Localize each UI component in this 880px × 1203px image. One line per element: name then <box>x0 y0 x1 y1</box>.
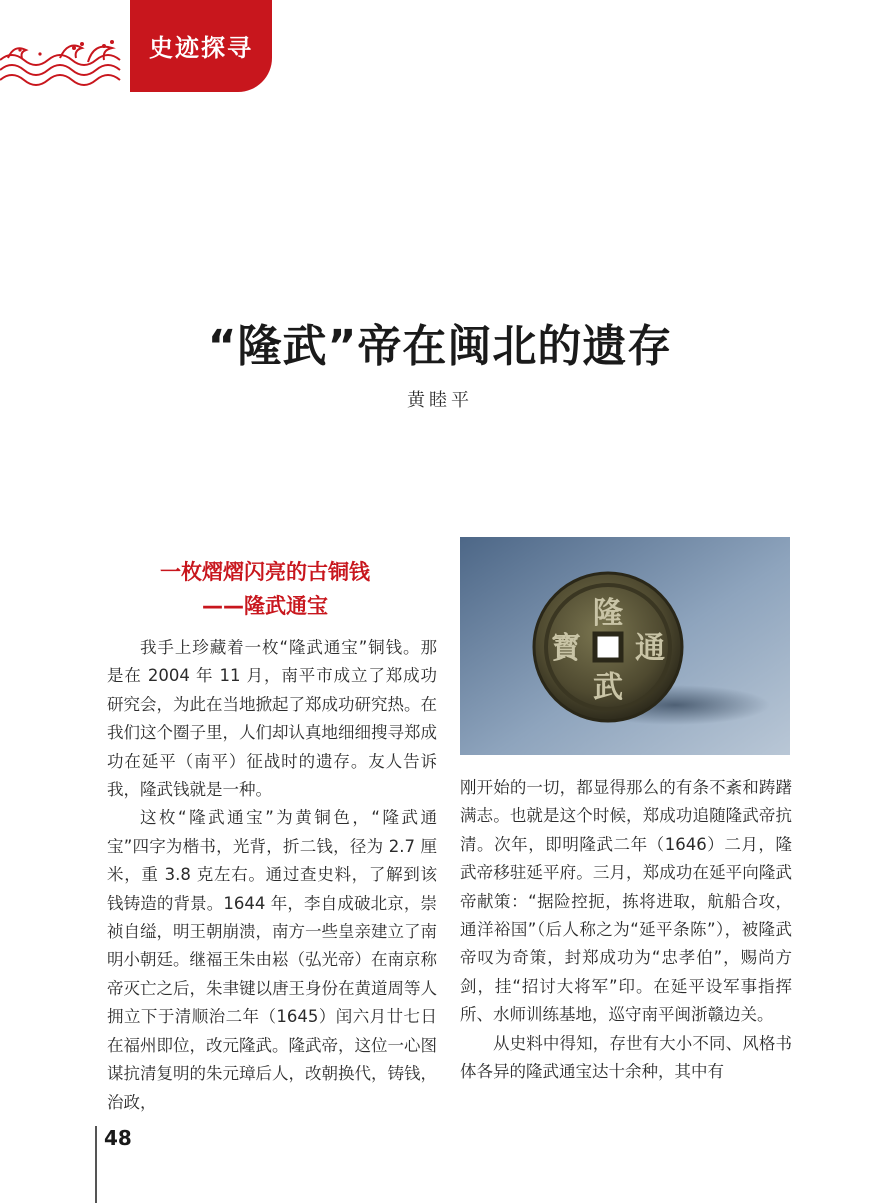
article-title: “隆武”帝在闽北的遗存 <box>207 321 673 372</box>
section-tag: 史迹探寻 <box>130 0 272 92</box>
coin-char-top: 隆 <box>593 596 623 631</box>
section-header <box>0 0 272 92</box>
body-paragraph-continued: 刚开始的一切，都显得那么的有条不紊和踌躇满志。也就是这个时候，郑成功追随隆武帝抗清。次年，即明隆武二年（1646）二月，隆武帝移驻延平府。三月，郑成功在延平向隆武帝献策：“据险控扼，拣将进取，航船合攻，通洋裕国”（后人称之为“延平条陈”），被隆武帝叹为奇策，封郑成功为“忠孝伯”，赐尚方剑，挂“招讨大将军”印。在延平设军事指挥所、水师训练基地，巡守南平闽浙赣边关。 <box>460 778 792 1025</box>
coin-char-right: 通 <box>635 631 665 666</box>
margin-rule <box>95 1126 97 1203</box>
wave-pattern-icon <box>0 0 132 92</box>
coin-photo <box>460 537 790 755</box>
body-paragraph: 我手上珍藏着一枚“隆武通宝”铜钱。那是在 2004 年 11 月，南平市成立了郑成功研究会，为此在当地掀起了郑成功研究热。在我们这个圈子里，人们却认真地细细搜寻郑成功在延平（南平）征战时的遗存。友人告诉我，隆武钱就是一种。 <box>107 638 437 800</box>
page-number: 48 <box>104 1126 132 1150</box>
coin-char-left: 寳 <box>551 631 581 666</box>
section-subhead <box>120 555 410 623</box>
coin-image <box>460 537 790 755</box>
coin-char-bottom: 武 <box>593 670 623 705</box>
body-column-right <box>460 774 792 1086</box>
body-paragraph: 这枚“隆武通宝”为黄铜色，“隆武通宝”四字为楷书，光背，折二钱，径为 2.7 厘米，重 3.8 克左右。通过查史料，了解到该钱铸造的背景。1644 年，李自成破北京，崇祯自缢，明王朝崩溃，南方一些皇亲建立了南明小朝廷。继福王朱由崧（弘光帝）在南京称帝灭亡之后，朱聿键以唐王身份在黄道周等人拥立下于清顺治二年（1645）闰六月廿七日在福州即位，改元隆武。隆武帝，这位一心图谋抗清复明的朱元璋后人，改朝换代，铸钱，治政， <box>107 808 437 1112</box>
author-name: 黄睦平 <box>407 390 473 411</box>
body-paragraph: 从史料中得知，存世有大小不同、风格书体各异的隆武通宝达十余种，其中有 <box>460 1033 792 1082</box>
body-column-left <box>107 634 437 1117</box>
subhead-line-1: 一枚熠熠闪亮的古铜钱 <box>160 560 370 584</box>
subhead-line-2: ——隆武通宝 <box>202 594 328 618</box>
